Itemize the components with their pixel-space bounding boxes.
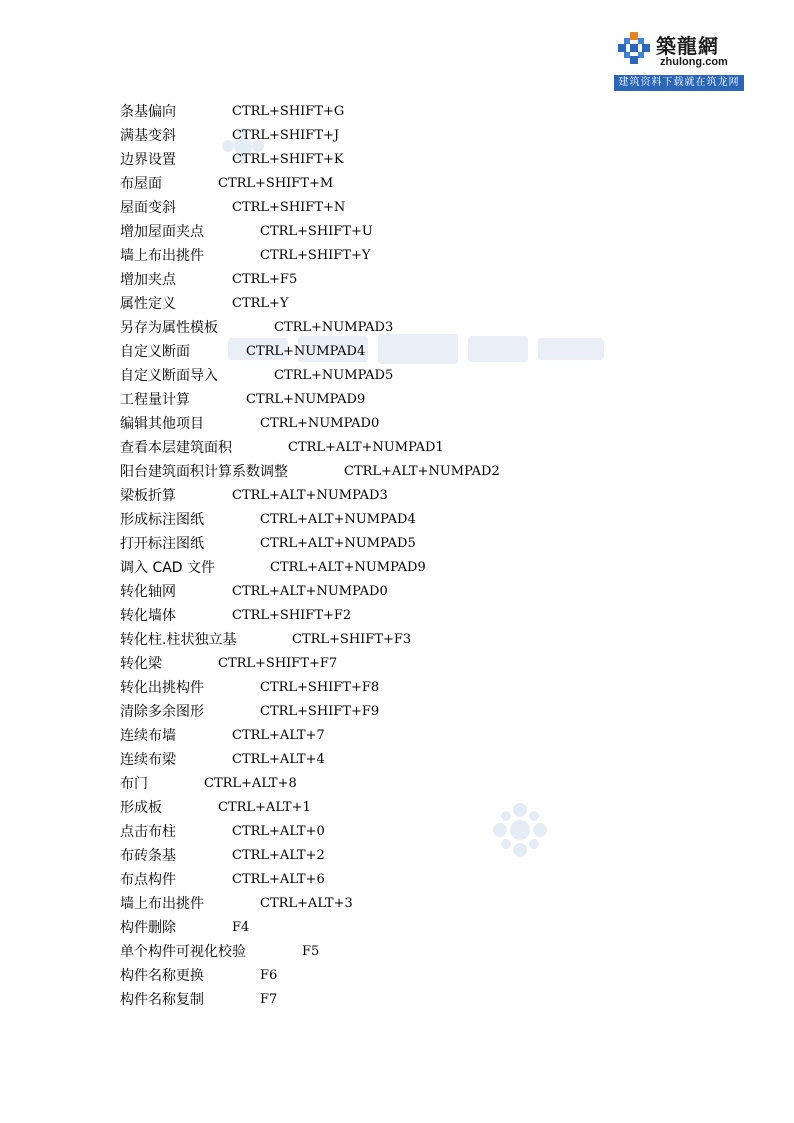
shortcut-key: CTRL+ALT+8 (204, 776, 297, 791)
shortcut-key: CTRL+F5 (232, 272, 298, 287)
shortcut-key: F5 (302, 944, 320, 959)
shortcut-key: CTRL+ALT+4 (232, 752, 325, 767)
command-name: 另存为属性模板 (120, 320, 218, 336)
shortcut-key: CTRL+SHIFT+G (232, 104, 345, 119)
shortcut-key: CTRL+ALT+3 (260, 896, 353, 911)
shortcut-key: CTRL+ALT+NUMPAD0 (232, 584, 388, 599)
shortcut-key: CTRL+SHIFT+F9 (260, 704, 380, 719)
command-name: 增加夹点 (120, 272, 176, 288)
shortcut-key: CTRL+ALT+6 (232, 872, 325, 887)
zhulong-logo (612, 28, 746, 94)
shortcut-key: CTRL+NUMPAD4 (246, 344, 366, 359)
command-name: 布点构件 (120, 872, 176, 888)
shortcut-key: CTRL+NUMPAD9 (246, 392, 366, 407)
logo-domain-text: zhulong.com (660, 56, 728, 68)
command-name: 屋面变斜 (120, 200, 176, 216)
command-name: 形成板 (120, 800, 162, 816)
command-name: 自定义断面 (120, 344, 190, 360)
command-name: 边界设置 (120, 152, 176, 168)
shortcut-key: F6 (260, 968, 278, 983)
shortcut-key: CTRL+ALT+2 (232, 848, 325, 863)
command-name: 转化出挑构件 (120, 680, 204, 696)
logo-chinese-text: 築龍網 (656, 34, 719, 58)
shortcut-key: CTRL+SHIFT+N (232, 200, 346, 215)
command-name: 连续布墙 (120, 728, 176, 744)
command-name: 布门 (120, 776, 148, 792)
command-name: 调入 CAD 文件 (120, 560, 216, 576)
command-name: 布砖条基 (120, 848, 176, 864)
shortcut-key: CTRL+ALT+NUMPAD2 (344, 464, 500, 479)
shortcut-key: CTRL+ALT+0 (232, 824, 325, 839)
command-name: 阳台建筑面积计算系数调整 (120, 464, 288, 480)
command-name: 转化梁 (120, 656, 162, 672)
command-name: 形成标注图纸 (120, 512, 204, 528)
command-name: 构件名称复制 (120, 992, 204, 1008)
command-name: 属性定义 (120, 296, 176, 312)
shortcut-key: CTRL+SHIFT+J (232, 128, 340, 143)
command-name: 工程量计算 (120, 392, 190, 408)
shortcut-key: CTRL+Y (232, 296, 289, 311)
shortcut-key: CTRL+ALT+NUMPAD9 (270, 560, 426, 575)
watermark-snowflake-icon (490, 800, 550, 860)
command-name: 满基变斜 (120, 128, 176, 144)
shortcut-key: F7 (260, 992, 278, 1007)
shortcut-key: CTRL+SHIFT+F7 (218, 656, 338, 671)
shortcut-key: CTRL+ALT+NUMPAD4 (260, 512, 416, 527)
command-name: 构件删除 (120, 920, 176, 936)
shortcut-key: CTRL+SHIFT+F8 (260, 680, 380, 695)
shortcut-key: CTRL+NUMPAD5 (274, 368, 394, 383)
shortcut-key: CTRL+NUMPAD0 (260, 416, 380, 431)
shortcut-key: CTRL+ALT+NUMPAD5 (260, 536, 416, 551)
command-name: 查看本层建筑面积 (120, 440, 232, 456)
snowflake-logo-icon (616, 30, 652, 66)
command-name: 编辑其他项目 (120, 416, 204, 432)
shortcut-key: F4 (232, 920, 250, 935)
shortcut-key: CTRL+ALT+NUMPAD3 (232, 488, 388, 503)
shortcut-key: CTRL+SHIFT+F3 (292, 632, 412, 647)
command-name: 布屋面 (120, 176, 162, 192)
shortcut-key: CTRL+SHIFT+U (260, 224, 373, 239)
shortcut-key: CTRL+SHIFT+M (218, 176, 334, 191)
command-name: 自定义断面导入 (120, 368, 218, 384)
command-name: 点击布柱 (120, 824, 176, 840)
shortcut-key: CTRL+SHIFT+Y (260, 248, 371, 263)
command-name: 墙上布出挑件 (120, 248, 204, 264)
command-name: 打开标注图纸 (120, 536, 204, 552)
command-name: 清除多余图形 (120, 704, 204, 720)
command-name: 连续布梁 (120, 752, 176, 768)
command-name: 梁板折算 (120, 488, 176, 504)
command-name: 增加屋面夹点 (120, 224, 204, 240)
logo-slogan-bar: 建筑资料下载就在筑龙网 (614, 75, 744, 91)
command-name: 构件名称更换 (120, 968, 204, 984)
shortcut-key: CTRL+SHIFT+F2 (232, 608, 352, 623)
shortcut-key: CTRL+NUMPAD3 (274, 320, 394, 335)
shortcut-key: CTRL+ALT+7 (232, 728, 325, 743)
command-name: 转化柱.柱状独立基 (120, 632, 237, 648)
shortcut-key: CTRL+ALT+NUMPAD1 (288, 440, 444, 455)
command-name: 单个构件可视化校验 (120, 944, 246, 960)
command-name: 转化轴网 (120, 584, 176, 600)
shortcut-key: CTRL+ALT+1 (218, 800, 311, 815)
command-name: 墙上布出挑件 (120, 896, 204, 912)
command-name: 条基偏向 (120, 104, 176, 120)
command-name: 转化墙体 (120, 608, 176, 624)
shortcut-key: CTRL+SHIFT+K (232, 152, 344, 167)
